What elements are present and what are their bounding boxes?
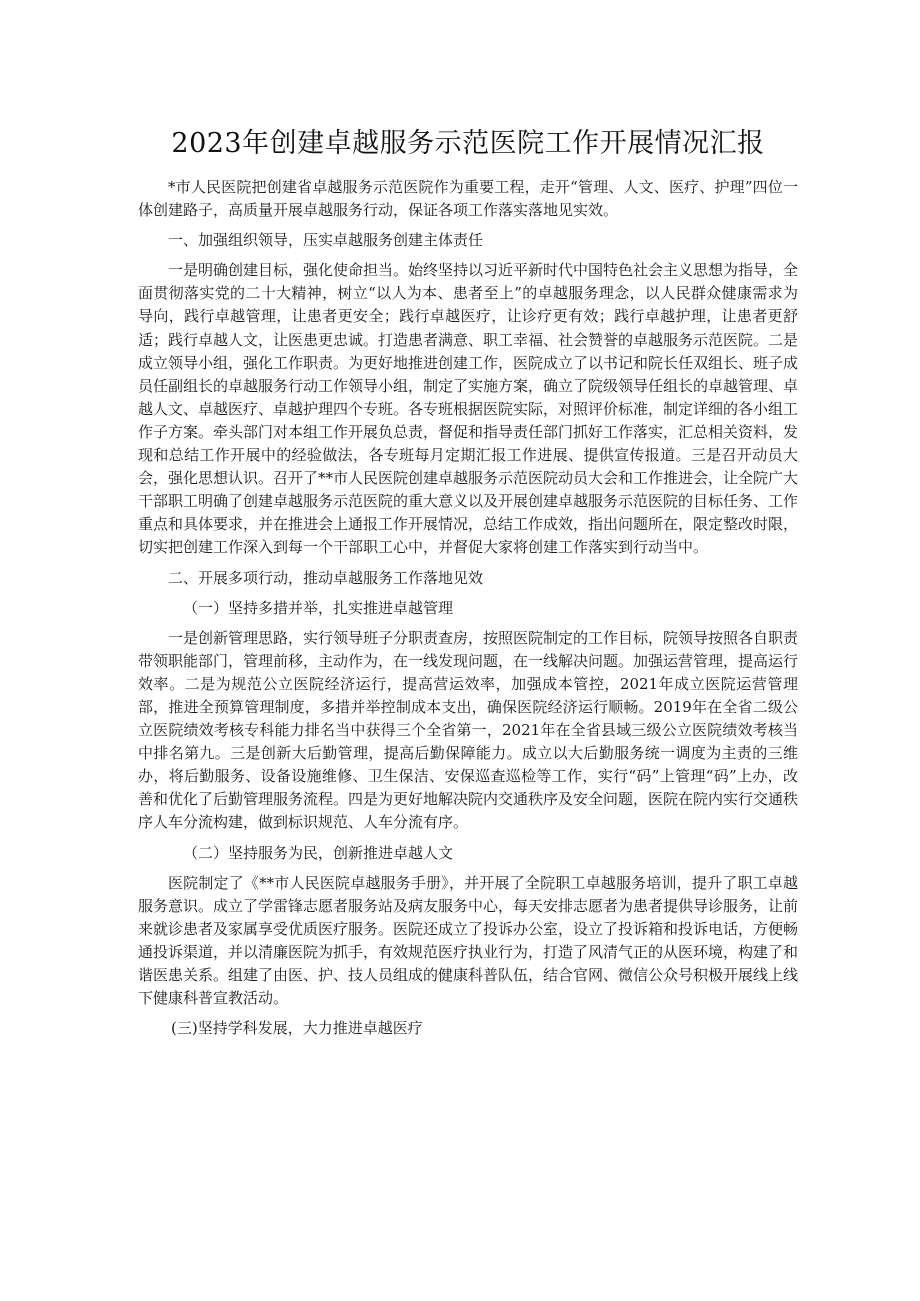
section-heading-2: 二、开展多项行动，推动卓越服务工作落地见效 [168, 568, 484, 587]
document-title: 2023年创建卓越服务示范医院工作开展情况汇报 [171, 128, 765, 159]
document-body [138, 176, 798, 1040]
paragraph-humanities: 医院制定了《**市人民医院卓越服务手册》，并开展了全院职工卓越服务培训，提升了职工卓越服务意识。成立了学雷锋志愿者服务站及病友服务中心，每天安排志愿者为患者提供导诊服务，让前来就诊患者及家属享受优质医疗服务。医院还成立了投诉办公室，设立了投诉箱和投诉电话，方便畅通投诉渠道，并以清廉医院为抓手，有效规范医疗执业行为，打造了风清气正的从医环境，构建了和谐医患关系。组建了由医、护、技人员组成的健康科普队伍，结合官网、微信公众号积极开展线上线下健康科普宣教活动。 [138, 873, 799, 1008]
paragraph-management: 一是创新管理思路，实行领导班子分职责查房，按照医院制定的工作目标，院领导按照各自职责带领职能部门，管理前移，主动作为，在一线发现问题，在一线解决问题。加强运营管理，提高运行效率。二是为规范公立医院经济运行，提高营运效率，加强成本管控，2021年成立医院运营管理部，推进全预算管理制度，多措并举控制成本支出，确保医院经济运行顺畅。2019年在全省二级公立医院绩效考核专科能力排名当中获得三个全省第一，2021年在全省县域三级公立医院绩效考核当中排名第九。三是创新大后勤管理，提高后勤保障能力。成立以大后勤服务统一调度为主责的三维办，将后勤服务、设备设施维修、卫生保洁、安保巡查巡检等工作，实行“码”上管理“码”上办，改善和优化了后勤管理服务流程。四是为更好地解决院内交通秩序及安全问题，医院在院内实行交通秩序人车分流构建，做到标识规范、人车分流有序。 [138, 628, 799, 832]
subsection-heading-3: (三)坚持学科发展，大力推进卓越医疗 [171, 1019, 423, 1038]
subsection-heading-2: （二）坚持服务为民，创新推进卓越人文 [183, 843, 454, 862]
section-heading-1: 一、加强组织领导，压实卓越服务创建主体责任 [168, 231, 484, 250]
paragraph-organization: 一是明确创建目标，强化使命担当。始终坚持以习近平新时代中国特色社会主义思想为指导，全面贯彻落实党的二十大精神，树立“以人为本、患者至上”的卓越服务理念，以人民群众健康需求为导向，践行卓越管理，让患者更安全；践行卓越医疗，让诊疗更有效；践行卓越护理，让患者更舒适；践行卓越人文，让医患更忠诚。打造患者满意、职工幸福、社会赞誉的卓越服务示范医院。二是成立领导小组，强化工作职责。为更好地推进创建工作，医院成立了以书记和院长任双组长、班子成员任副组长的卓越服务行动工作领导小组，制定了实施方案，确立了院级领导任组长的卓越管理、卓越人文、卓越医疗、卓越护理四个专班。各专班根据医院实际，对照评价标准，制定详细的各小组工作子方案。牵头部门对本组工作开展负总责，督促和指导责任部门抓好工作落实，汇总相关资料，发现和总结工作开展中的经验做法，各专班每月定期汇报工作进展、提供宣传报道。三是召开动员大会，强化思想认识。召开了**市人民医院创建卓越服务示范医院动员大会和工作推进会，让全院广大干部职工明确了创建卓越服务示范医院的重大意义以及开展创建卓越服务示范医院的目标任务、工作重点和具体要求，并在推进会上通报工作开展情况，总结工作成效，指出问题所在，限定整改时限，切实把创建工作深入到每一个干部职工心中，并督促大家将创建工作落实到行动当中。 [138, 261, 799, 557]
subsection-heading-1: （一）坚持多措并举，扎实推进卓越管理 [183, 598, 454, 617]
intro-paragraph: *市人民医院把创建省卓越服务示范医院作为重要工程，走开“管理、人文、医疗、护理”四位一体创建路子，高质量开展卓越服务行动，保证各项工作落实落地见实效。 [138, 178, 798, 220]
